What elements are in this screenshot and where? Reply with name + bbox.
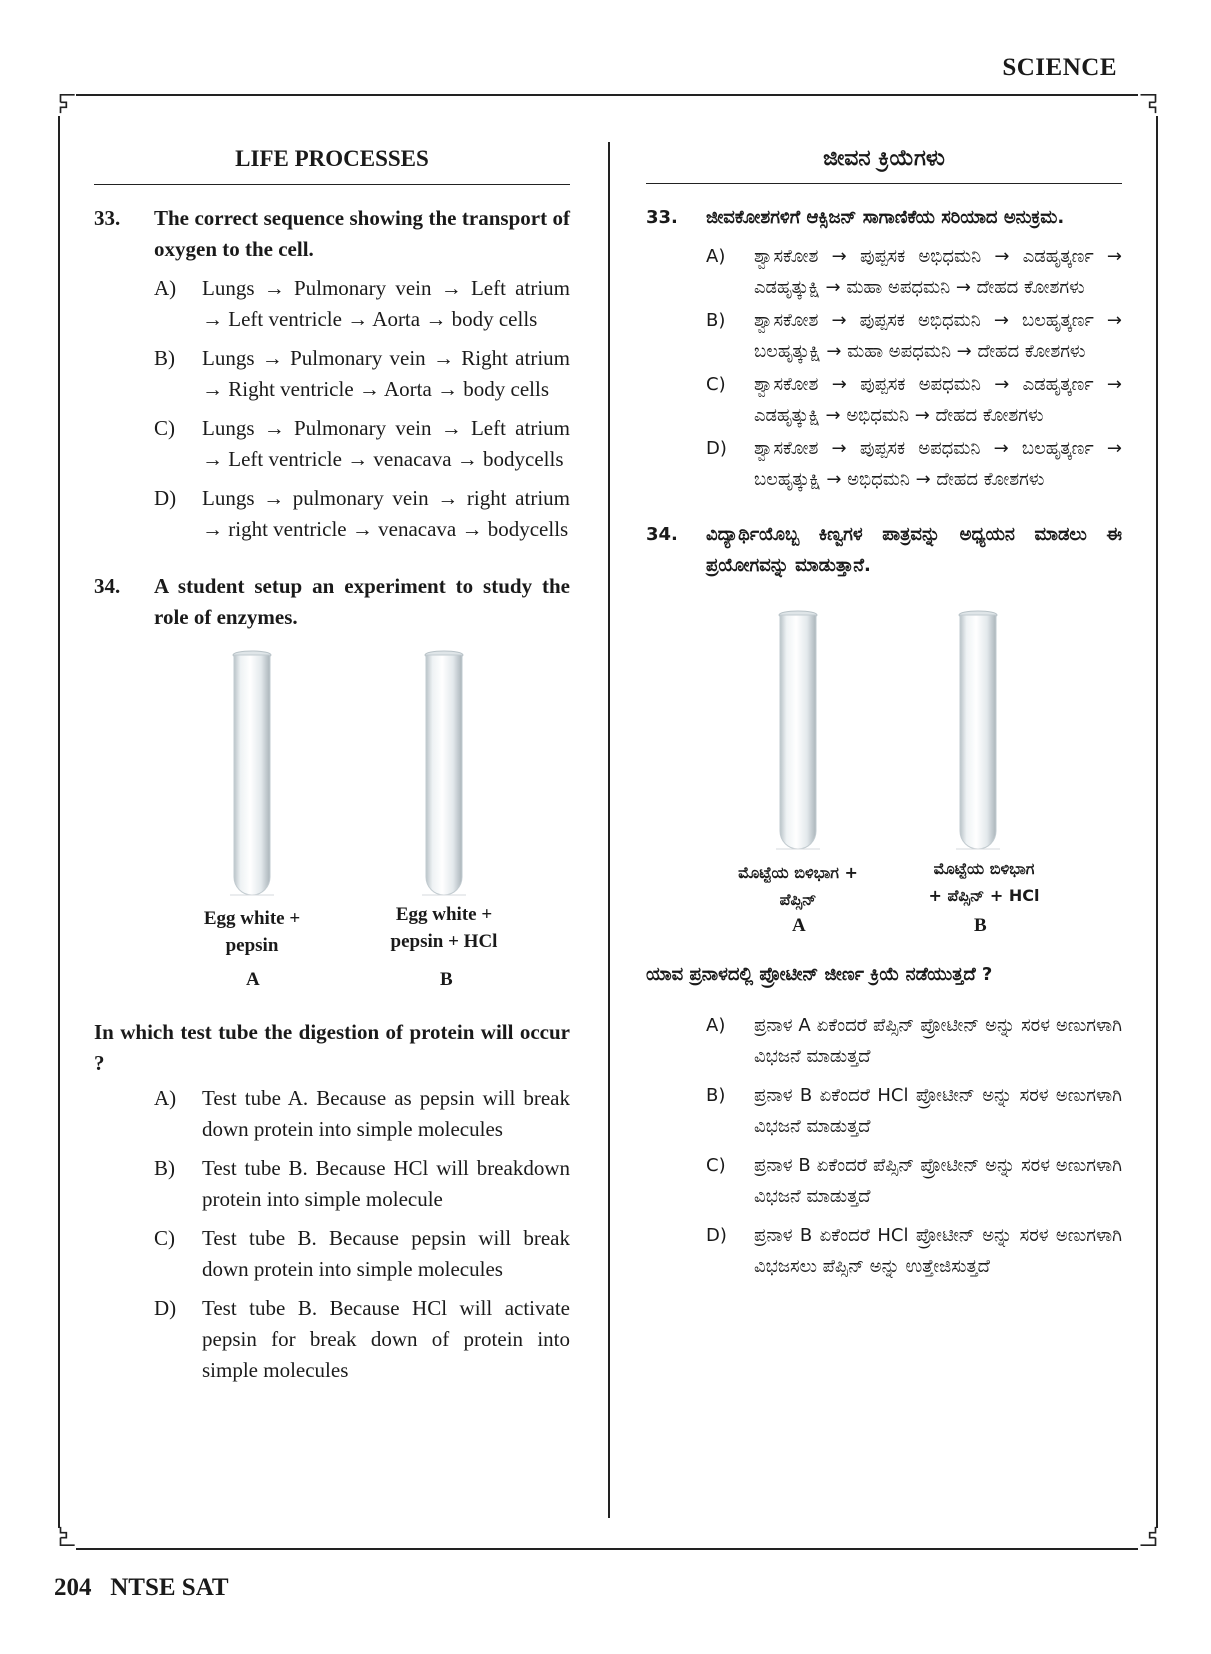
test-tube-a-caption — [708, 859, 888, 913]
option-label: D) — [154, 1296, 177, 1320]
page-number: 204 — [54, 1574, 92, 1601]
question-34 — [94, 571, 570, 633]
option-text: ಶ್ವಾಸಕೋಶ → ಪುಪ್ಪಸಕ ಅಪಧಮನಿ → ಬಲಹೃತ್ಕರ್ಣ → ಬಲಹೃತ್ಕುಕ್ಷಿ → ಅಭಿಧಮನಿ → ದೇಹದ ಕೋಶಗಳು — [754, 438, 1122, 490]
caption-line: ಪೆಪ್ಸಿನ್ — [779, 890, 817, 909]
frame-corner-ornament — [1138, 1526, 1158, 1546]
question-text: ವಿದ್ಯಾರ್ಥಿಯೊಬ್ಬ ಕಿಣ್ವಗಳ ಪಾತ್ರವನ್ನು ಅಧ್ಯಯನ ಮಾಡಲು ಈ ಪ್ರಯೋಗವನ್ನು ಮಾಡುತ್ತಾನೆ. — [706, 524, 1122, 576]
caption-line: Egg white + — [203, 908, 301, 929]
question-34 — [646, 519, 1122, 581]
section-title: ಜೀವನ ಕ್ರಿಯೆಗಳು — [646, 146, 1122, 184]
test-tube-b-caption — [364, 901, 524, 955]
test-tube-a-image — [776, 609, 820, 853]
test-tube-a-letter: A — [792, 915, 806, 936]
question-text: ಜೀವಕೋಶಗಳಿಗೆ ಆಕ್ಸಿಜನ್ ಸಾಗಾಣಿಕೆಯ ಸರಿಯಾದ ಅನುಕ್ರಮ. — [706, 207, 1065, 228]
option-label: A) — [154, 276, 177, 300]
option-label: B) — [154, 346, 175, 370]
question-text: A student setup an experiment to study the role of enzymes. — [154, 574, 570, 629]
option-text: Lungs → Pulmonary vein → Left atrium → Left ventricle → venacava → bodycells — [202, 416, 570, 471]
option-a — [706, 241, 1122, 303]
option-label: C) — [706, 374, 726, 395]
test-tube-b-image — [956, 609, 1000, 853]
option-d — [706, 433, 1122, 495]
option-c — [154, 1223, 570, 1285]
option-text: ಶ್ವಾಸಕೋಶ → ಪುಪ್ಪಸಕ ಅಭಿಧಮನಿ → ಎಡಹೃತ್ಕರ್ಣ → ಎಡಹೃತ್ಕುಕ್ಷಿ → ಮಹಾ ಅಪಧಮನಿ → ದೇಹದ ಕೋಶಗಳು — [754, 246, 1122, 298]
option-b — [706, 1080, 1122, 1142]
option-text: Test tube B. Because pepsin will break down protein into simple molecules — [202, 1226, 570, 1281]
test-tube-b-letter: B — [974, 915, 987, 936]
option-b — [706, 305, 1122, 367]
option-b — [154, 343, 570, 405]
caption-line: pepsin + HCl — [390, 931, 498, 952]
kannada-column — [646, 140, 1122, 1284]
question-number: 34. — [646, 524, 678, 545]
series-name: NTSE SAT — [110, 1574, 229, 1601]
option-label: D) — [154, 486, 177, 510]
question-33 — [646, 202, 1122, 233]
option-c — [154, 413, 570, 475]
option-a — [154, 273, 570, 335]
caption-line: ಮೊಟ್ಟೆಯ ಬಿಳಿಭಾಗ — [933, 859, 1035, 878]
english-column — [94, 140, 570, 1394]
question-33-options — [154, 273, 570, 545]
question-34-prompt: ಯಾವ ಪ್ರನಾಳದಲ್ಲಿ ಪ್ರೋಟೀನ್ ಜೀರ್ಣ ಕ್ರಿಯೆ ನಡೆಯುತ್ತದೆ ? — [646, 964, 993, 985]
test-tube-b-image — [422, 649, 466, 899]
question-33 — [94, 203, 570, 265]
column-divider — [608, 142, 610, 1518]
question-33-options — [706, 241, 1122, 495]
frame-corner-ornament — [1138, 94, 1158, 114]
option-a — [706, 1010, 1122, 1072]
option-text: ಪ್ರನಾಳ B ಏಕೆಂದರೆ HCl ಪ್ರೋಟೀನ್ ಅನ್ನು ಸರಳ ಅಣುಗಳಾಗಿ ವಿಭಜಸಲು ಪೆಪ್ಸಿನ್ ಅನ್ನು ಉತ್ತೇಜಿಸುತ್ತದೆ — [754, 1225, 1122, 1277]
option-label: A) — [154, 1086, 177, 1110]
option-text: ಪ್ರನಾಳ B ಏಕೆಂದರೆ ಪೆಪ್ಸಿನ್ ಪ್ರೋಟೀನ್ ಅನ್ನು ಸರಳ ಅಣುಗಳಾಗಿ ವಿಭಜನೆ ಮಾಡುತ್ತದೆ — [754, 1155, 1122, 1207]
caption-line: + ಪೆಪ್ಸಿನ್ + HCl — [928, 886, 1040, 905]
question-34-options — [706, 1010, 1122, 1282]
question-number: 33. — [646, 207, 678, 228]
option-label: A) — [706, 1015, 726, 1036]
test-tube-b-letter: B — [440, 969, 453, 990]
question-34-prompt: In which test tube the digestion of protein will occur ? — [94, 1020, 570, 1075]
option-text: Lungs → Pulmonary vein → Right atrium → Right ventricle → Aorta → body cells — [202, 346, 570, 401]
subject-heading: SCIENCE — [1002, 54, 1117, 81]
option-d — [154, 483, 570, 545]
caption-line: Egg white + — [395, 904, 493, 925]
option-c — [706, 369, 1122, 431]
option-text: ಶ್ವಾಸಕೋಶ → ಪುಪ್ಪಸಕ ಅಪಧಮನಿ → ಎಡಹೃತ್ಕರ್ಣ → ಎಡಹೃತ್ಕುಕ್ಷಿ → ಅಭಿಧಮನಿ → ದೇಹದ ಕೋಶಗಳು — [754, 374, 1122, 426]
option-d — [154, 1293, 570, 1386]
option-text: ಪ್ರನಾಳ A ಏಕೆಂದರೆ ಪೆಪ್ಸಿನ್ ಪ್ರೋಟೀನ್ ಅನ್ನು ಸರಳ ಅಣುಗಳಾಗಿ ವಿಭಜನೆ ಮಾಡುತ್ತದೆ — [754, 1015, 1122, 1067]
option-text: Test tube B. Because HCl will activate pepsin for break down of protein into simple molecules — [202, 1296, 570, 1382]
option-text: Lungs → pulmonary vein → right atrium → right ventricle → venacava → bodycells — [202, 486, 570, 541]
test-tube-b-caption — [894, 855, 1074, 909]
question-number: 34. — [94, 574, 121, 598]
option-label: D) — [706, 1225, 727, 1246]
option-text: ಶ್ವಾಸಕೋಶ → ಪುಪ್ಪಸಕ ಅಭಿಧಮನಿ → ಬಲಹೃತ್ಕರ್ಣ → ಬಲಹೃತ್ಕುಕ್ಷಿ → ಮಹಾ ಅಪಧಮನಿ → ದೇಹದ ಕೋಶಗಳು — [754, 310, 1122, 362]
option-label: B) — [154, 1156, 175, 1180]
option-d — [706, 1220, 1122, 1282]
option-b — [154, 1153, 570, 1215]
option-label: B) — [706, 1085, 726, 1106]
question-text: The correct sequence showing the transport of oxygen to the cell. — [154, 206, 570, 261]
test-tube-a-caption — [182, 905, 322, 959]
caption-line: pepsin — [225, 935, 279, 956]
test-tube-a-image — [230, 649, 274, 899]
option-label: D) — [706, 438, 727, 459]
question-34-options — [154, 1083, 570, 1386]
page-footer — [54, 1574, 229, 1602]
option-label: B) — [706, 310, 726, 331]
test-tube-a-letter: A — [246, 969, 260, 990]
option-c — [706, 1150, 1122, 1212]
question-number: 33. — [94, 206, 121, 230]
test-tube-figure — [94, 649, 570, 1009]
option-text: Test tube A. Because as pepsin will break down protein into simple molecules — [202, 1086, 570, 1141]
option-text: Test tube B. Because HCl will breakdown protein into simple molecule — [202, 1156, 570, 1211]
option-label: C) — [154, 1226, 175, 1250]
frame-corner-ornament — [58, 1526, 78, 1546]
caption-line: ಮೊಟ್ಟೆಯ ಬಿಳಿಭಾಗ + — [738, 863, 858, 882]
option-text: ಪ್ರನಾಳ B ಏಕೆಂದರೆ HCl ಪ್ರೋಟೀನ್ ಅನ್ನು ಸರಳ ಅಣುಗಳಾಗಿ ವಿಭಜನೆ ಮಾಡುತ್ತದೆ — [754, 1085, 1122, 1137]
section-title: LIFE PROCESSES — [94, 146, 570, 185]
test-tube-figure — [646, 597, 1122, 937]
option-a — [154, 1083, 570, 1145]
option-label: A) — [706, 246, 726, 267]
option-text: Lungs → Pulmonary vein → Left atrium → Left ventricle → Aorta → body cells — [202, 276, 570, 331]
frame-corner-ornament — [58, 94, 78, 114]
option-label: C) — [154, 416, 175, 440]
option-label: C) — [706, 1155, 726, 1176]
